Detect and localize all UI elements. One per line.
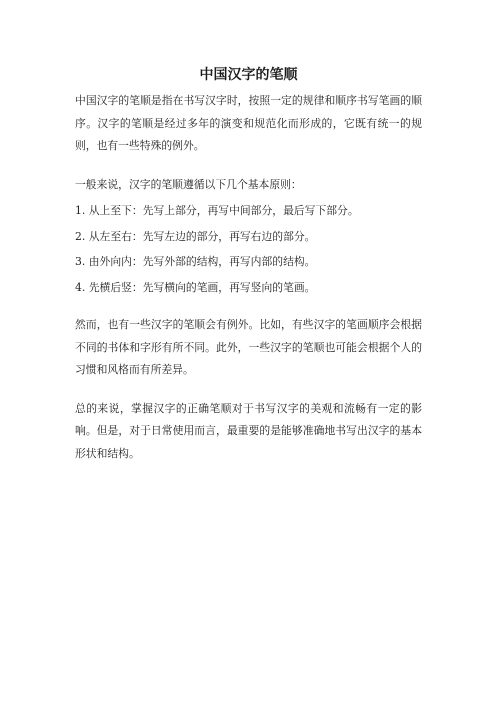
document-body [75, 64, 422, 481]
intro-paragraph: 中国汉字的笔顺是指在书写汉字时，按照一定的规律和顺序书写笔画的顺序。汉字的笔顺是经过多年的演变和规范化而形成的，它既有统一的规则，也有一些特殊的例外。 [75, 94, 422, 152]
document-title: 中国汉字的笔顺 [199, 67, 298, 83]
summary-paragraph: 总的来说，掌握汉字的正确笔顺对于书写汉字的美观和流畅有一定的影响。但是，对于日常使用而言，最重要的是能够准确地书写出汉字的基本形状和结构。 [75, 401, 422, 460]
rules-list [75, 200, 422, 299]
exceptions-paragraph: 然而，也有一些汉字的笔顺会有例外。比如，有些汉字的笔画顺序会根据不同的书体和字形有所不同。此外，一些汉字的笔顺也可能会根据个人的习惯和风格而有所差异。 [75, 318, 422, 376]
rules-intro: 一般来说，汉字的笔顺遵循以下几个基本原则： [75, 177, 302, 191]
rule-item-1: 1. 从上至下：先写上部分，再写中间部分，最后写下部分。 [75, 204, 359, 217]
rule-item-3: 3. 由外向内：先写外部的结构，再写内部的结构。 [75, 255, 316, 268]
rule-item-4: 4. 先横后竖：先写横向的笔画，再写竖向的笔画。 [75, 280, 316, 294]
rule-item-2: 2. 从左至右：先写左边的部分，再写右边的部分。 [75, 229, 316, 243]
